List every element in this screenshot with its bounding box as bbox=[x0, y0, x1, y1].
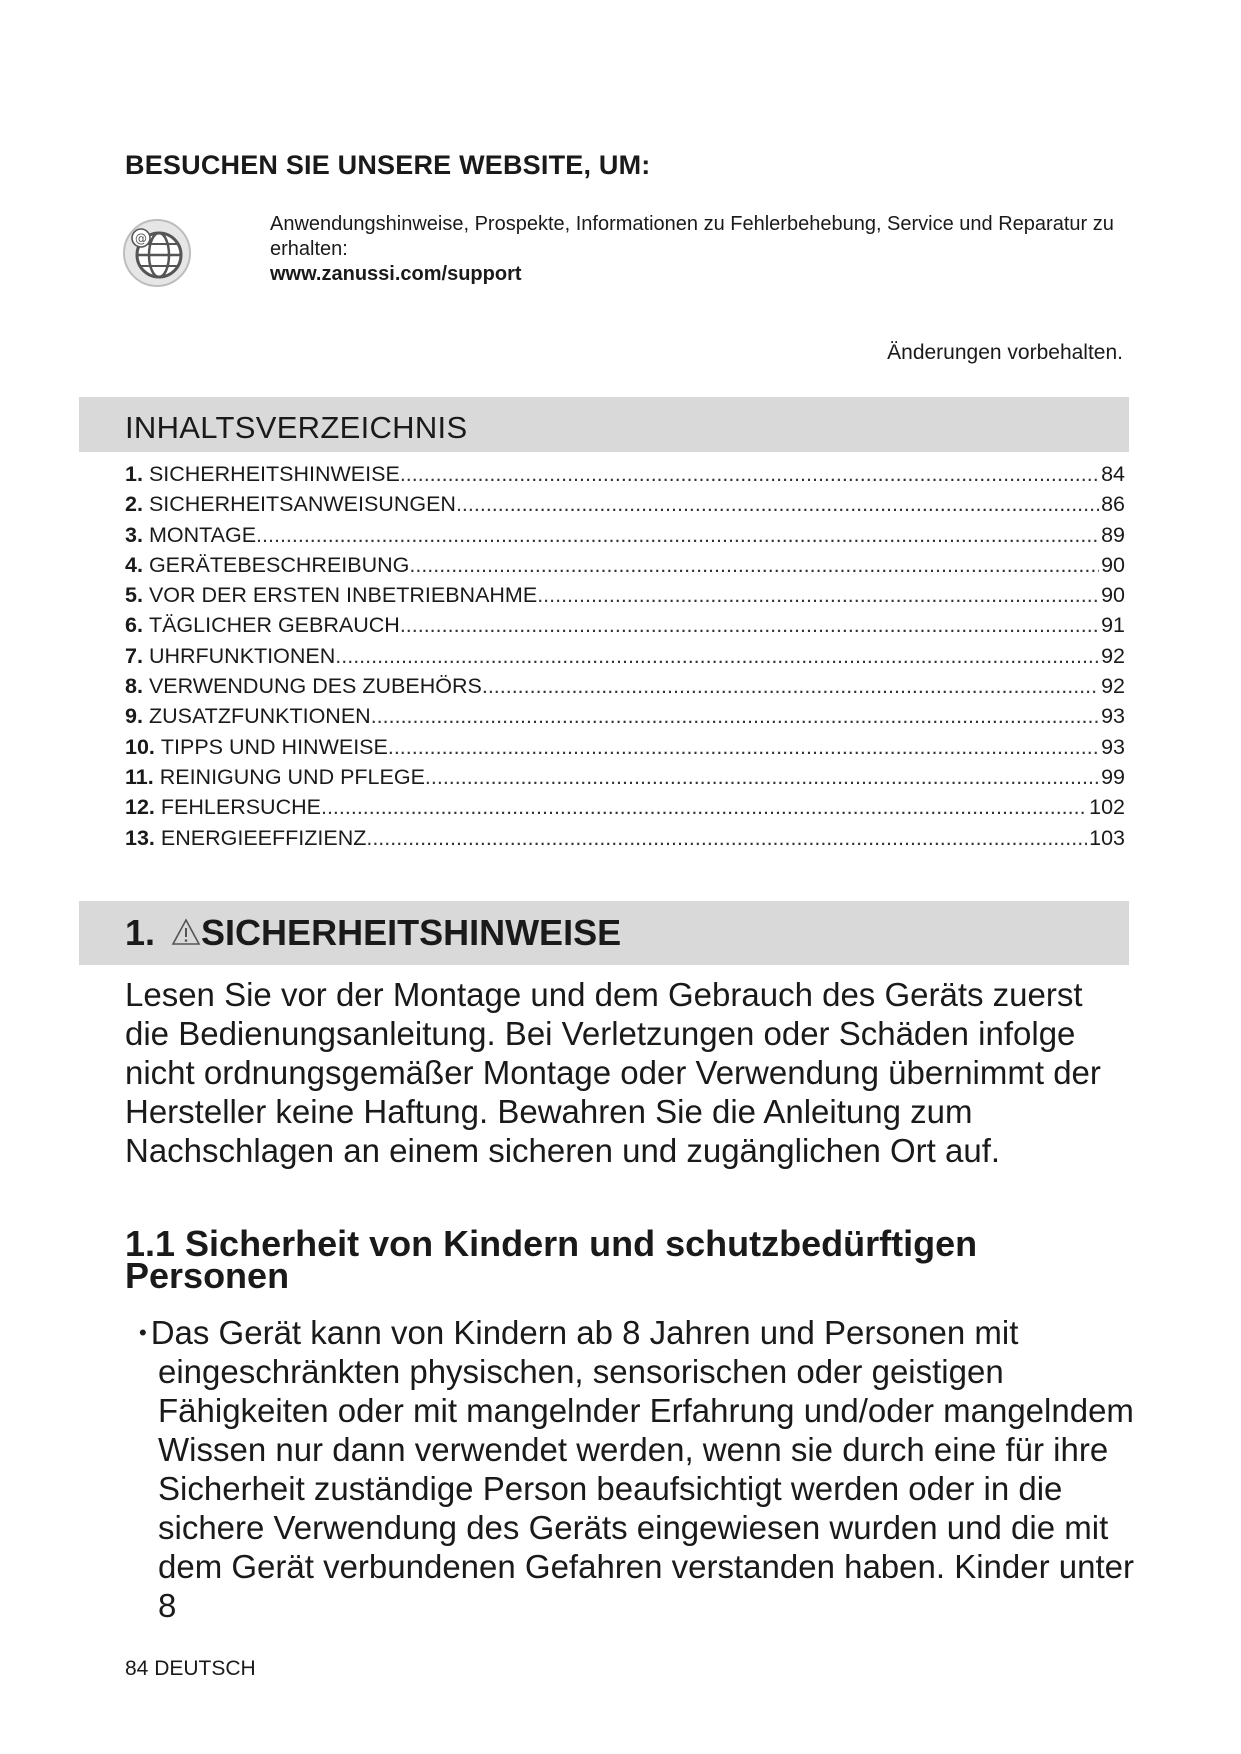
toc-leader-dots bbox=[335, 644, 1099, 669]
toc-item[interactable] bbox=[125, 735, 1125, 765]
toc-leader-dots bbox=[409, 553, 1099, 578]
toc-item-number: 8. bbox=[125, 674, 143, 699]
toc-leader-dots bbox=[425, 765, 1099, 790]
toc-item-label: VERWENDUNG DES ZUBEHÖRS bbox=[148, 674, 482, 699]
toc-item-page: 92 bbox=[1101, 674, 1125, 699]
website-info bbox=[270, 212, 1120, 287]
toc-item[interactable] bbox=[125, 765, 1125, 795]
toc-item[interactable] bbox=[125, 826, 1125, 856]
subsection-title: 1.1 Sicherheit von Kindern und schutzbedürftigen Personen bbox=[125, 1223, 978, 1296]
toc-item-number: 12. bbox=[125, 795, 155, 820]
toc-item[interactable] bbox=[125, 613, 1125, 643]
toc-item[interactable] bbox=[125, 704, 1125, 734]
website-description: Anwendungshinweise, Prospekte, Informationen zu Fehlerbehebung, Service und Reparatur zu erhalten: bbox=[270, 213, 1114, 260]
toc-item-number: 2. bbox=[125, 492, 143, 517]
toc-item[interactable] bbox=[125, 795, 1125, 825]
toc-item-label: ZUSATZFUNKTIONEN bbox=[148, 704, 371, 729]
toc-item-label: VOR DER ERSTEN INBETRIEBNAHME bbox=[148, 583, 538, 608]
toc-leader-dots bbox=[400, 613, 1099, 638]
toc-leader-dots bbox=[400, 462, 1099, 487]
toc-item-label: UHRFUNKTIONEN bbox=[148, 643, 336, 668]
toc-item-page: 92 bbox=[1101, 643, 1125, 668]
toc-item[interactable] bbox=[125, 553, 1125, 583]
section-title bbox=[125, 912, 621, 954]
toc-item[interactable] bbox=[125, 674, 1125, 704]
toc-item-page: 93 bbox=[1101, 704, 1125, 729]
bullet-item bbox=[125, 1313, 1158, 1625]
warning-icon bbox=[171, 918, 201, 946]
table-of-contents bbox=[125, 462, 1125, 856]
toc-item[interactable] bbox=[125, 492, 1125, 522]
toc-item-number: 4. bbox=[125, 552, 143, 577]
toc-item-page: 84 bbox=[1101, 462, 1125, 486]
toc-item-label: TIPPS UND HINWEISE bbox=[160, 734, 388, 759]
toc-leader-dots bbox=[537, 583, 1099, 608]
toc-leader-dots bbox=[321, 795, 1087, 820]
toc-item[interactable] bbox=[125, 644, 1125, 674]
toc-item-number: 5. bbox=[125, 583, 143, 608]
page-footer: 84 DEUTSCH bbox=[125, 1657, 256, 1680]
toc-item-number: 7. bbox=[125, 643, 143, 668]
svg-text:@: @ bbox=[135, 231, 147, 246]
bullet-text: Das Gerät kann von Kindern ab 8 Jahren und Personen mit eingeschränkten physischen, sensorischen oder geistigen Fähigkeiten oder mit mangelnder Erfahrung und/oder mangelndem Wissen nur dann verwendet werden, wenn sie durch eine für ihre Sicherheit zuständige Person beaufsichtigt werden oder in die sichere Verwendung des Geräts eingewiesen wurden und die mit dem Gerät verbundenen Gefahren verstanden haben. Kinder unter 8 bbox=[150, 1314, 1134, 1624]
toc-item[interactable] bbox=[125, 523, 1125, 553]
toc-item-label: MONTAGE bbox=[148, 522, 257, 547]
toc-item-label: REINIGUNG UND PFLEGE bbox=[159, 764, 425, 789]
globe-web-icon bbox=[121, 217, 193, 289]
toc-leader-dots bbox=[256, 523, 1099, 548]
toc-item-page: 91 bbox=[1101, 613, 1125, 638]
toc-item[interactable] bbox=[125, 462, 1125, 492]
toc-item-label: SICHERHEITSANWEISUNGEN bbox=[148, 492, 456, 517]
toc-item-label: SICHERHEITSHINWEISE bbox=[148, 462, 400, 486]
toc-item-page: 90 bbox=[1101, 583, 1125, 608]
toc-item-number: 13. bbox=[125, 825, 155, 850]
toc-item-label: ENERGIEEFFIZIENZ bbox=[160, 825, 367, 850]
toc-item-label: GERÄTEBESCHREIBUNG bbox=[148, 552, 410, 577]
toc-item-number: 9. bbox=[125, 704, 143, 729]
bullet-dot: • bbox=[139, 1320, 147, 1345]
toc-item-number: 3. bbox=[125, 522, 143, 547]
toc-leader-dots bbox=[366, 826, 1087, 851]
visit-heading: BESUCHEN SIE UNSERE WEBSITE, UM: bbox=[125, 150, 651, 180]
toc-item-page: 99 bbox=[1101, 764, 1125, 789]
toc-item-page: 86 bbox=[1101, 492, 1125, 517]
section-title-text: SICHERHEITSHINWEISE bbox=[201, 912, 622, 953]
support-link[interactable]: www.zanussi.com/support bbox=[270, 263, 522, 285]
toc-item-label: FEHLERSUCHE bbox=[160, 795, 321, 820]
toc-item-page: 89 bbox=[1101, 522, 1125, 547]
toc-item-page: 90 bbox=[1101, 552, 1125, 577]
toc-item[interactable] bbox=[125, 583, 1125, 613]
toc-item-number: 11. bbox=[125, 764, 154, 789]
toc-item-number: 1. bbox=[125, 462, 143, 486]
intro-paragraph: Lesen Sie vor der Montage und dem Gebrauch des Geräts zuerst die Bedienungsanleitung. Bei Verletzungen oder Schäden infolge nicht ordnungsgemäßer Montage oder Verwendung übernimmt der Hersteller keine Haftung. Bewahren Sie die Anleitung zum Nachschlagen an einem sicheren und zugänglichen Ort auf. bbox=[125, 976, 1101, 1169]
toc-leader-dots bbox=[456, 492, 1099, 517]
toc-item-page: 103 bbox=[1089, 825, 1125, 850]
toc-leader-dots bbox=[388, 735, 1099, 760]
toc-item-page: 93 bbox=[1101, 734, 1125, 759]
section-number: 1. bbox=[125, 912, 156, 953]
toc-item-number: 10. bbox=[125, 734, 155, 759]
toc-item-page: 102 bbox=[1089, 795, 1125, 820]
changes-note: Änderungen vorbehalten. bbox=[887, 341, 1123, 364]
toc-title: INHALTSVERZEICHNIS bbox=[125, 410, 468, 445]
toc-item-label: TÄGLICHER GEBRAUCH bbox=[148, 613, 400, 638]
toc-leader-dots bbox=[482, 674, 1099, 699]
toc-leader-dots bbox=[371, 704, 1099, 729]
toc-item-number: 6. bbox=[125, 613, 143, 638]
